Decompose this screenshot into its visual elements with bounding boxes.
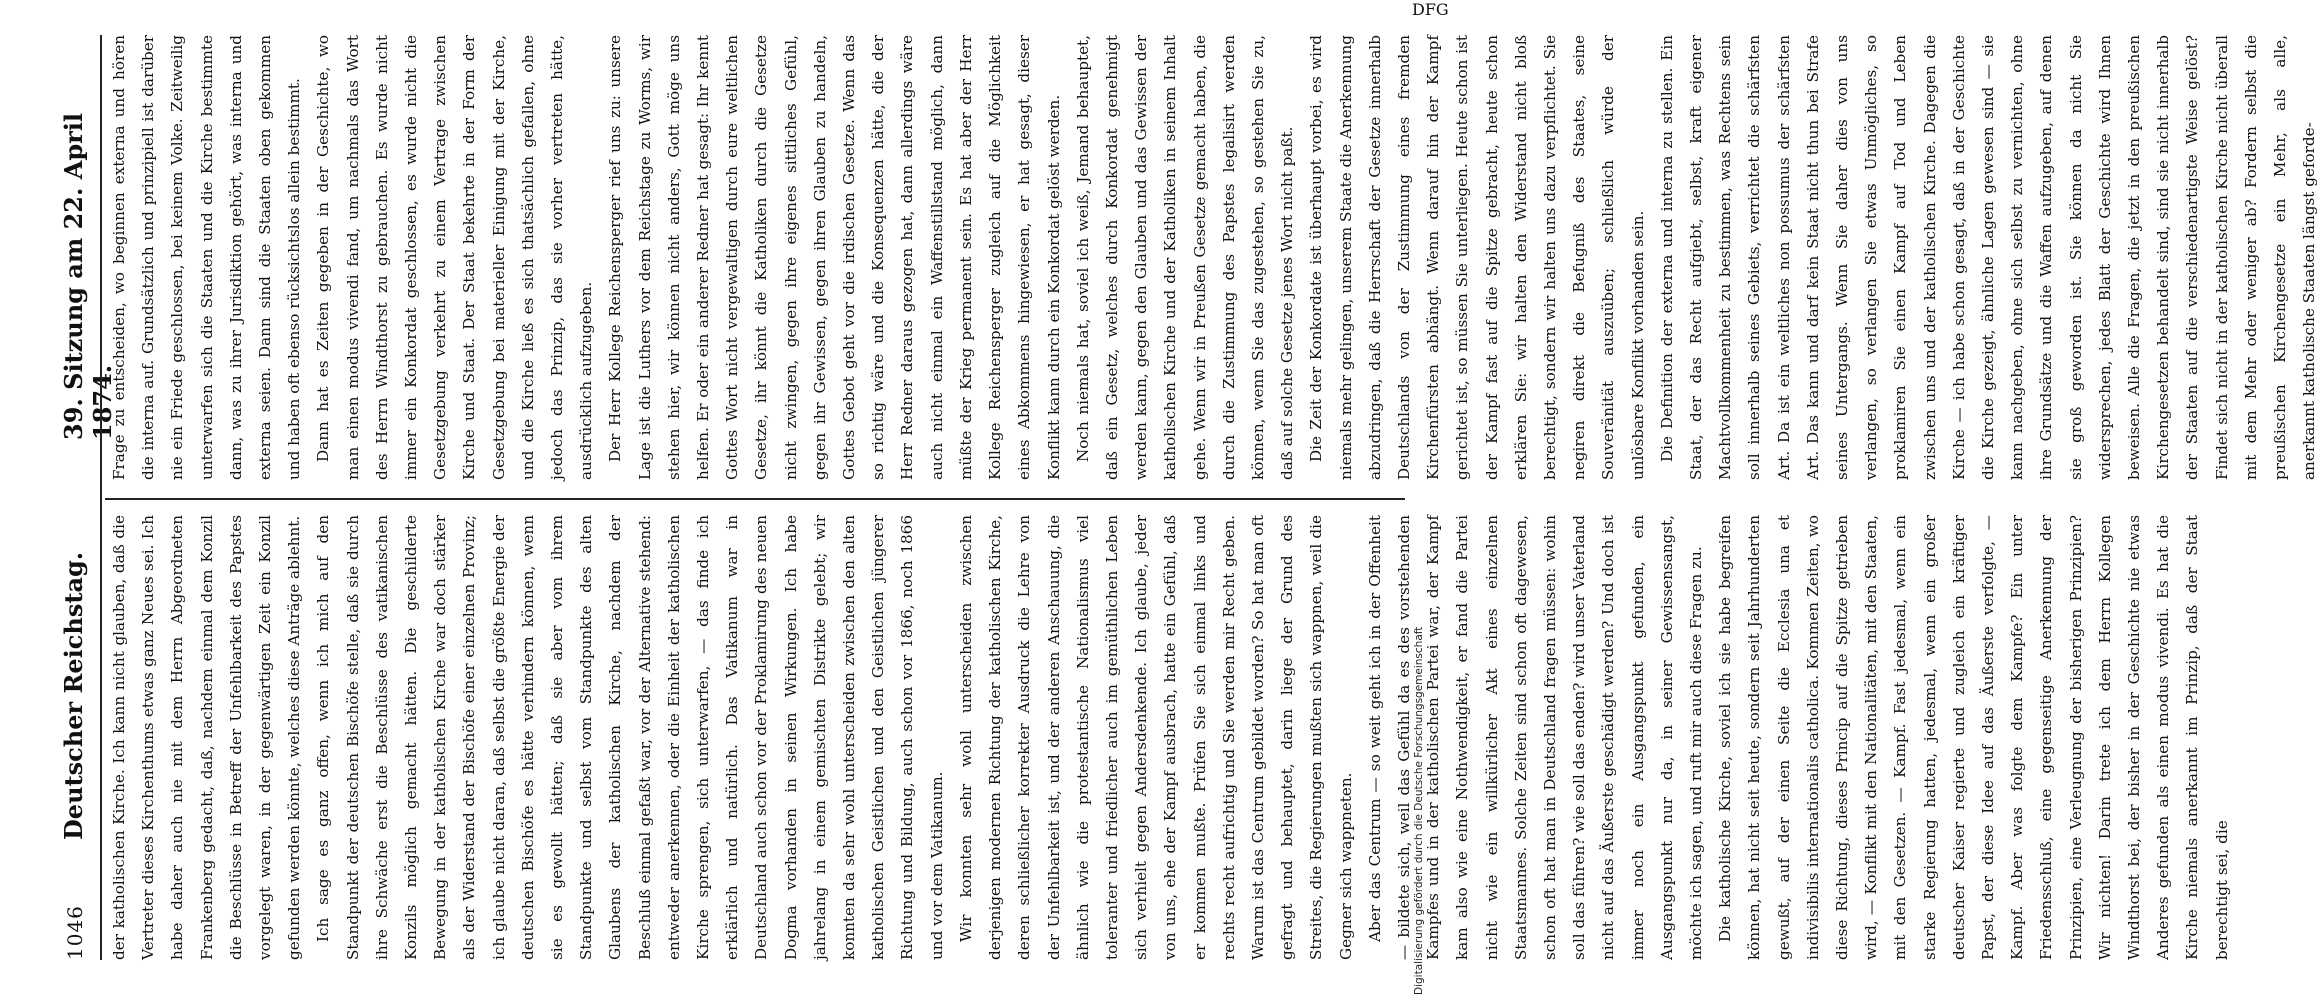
text-column-right [105, 35, 2319, 480]
paragraph: der katholischen Kirche. Ich kann nicht glauben, daß die Vertreter dieses Kirchenthums etwas ganz Neues sei. Ich habe daher auch nie mit dem Herrn Abgeordneten Frankenberg gedacht, daß, nachdem einmal dem Konzil die Beschlüsse in Betreff der Unfehlbarkeit des Papstes vorgelegt waren, in der gegenwärtigen Zeit ein Konzil gefunden werden könnte, welches diese Anträge ablehnt. [110, 515, 304, 960]
header-rule [100, 35, 102, 960]
credit-text: Digitalisierung gefördert durch die Deutsche Forschungsgemeinschaft [1413, 626, 1425, 995]
page-number: 1046 [63, 905, 87, 960]
paragraph: Die katholische Kirche, soviel ich sie habe begreifen können, hat nicht seit heute, sondern seit Jahrhunderten gewußt, auf der einen Seite die Ecclesia una et indivisibilis internationalis catholica. Kommen Zeiten, wo diese Richtung, dieses Princip auf die Spitze getrieben wird, — Konflikt mit den Nationalitäten, mit den Staaten, mit den Gesetzen. — Kampf. Fast jedesmal, wenn ein starke Regierung hatten, jedesmal, wenn ein großer deutscher Kaiser regierte und zugleich ein kräftiger Papst, der diese Idee auf das Äußerste verfolgte, — Kampf. Aber was folgte dem Kampfe? Ein unter Friedensschluß, eine gegenseitige Anerkennung der Prinzipien, eine Verleugnung der bisherigen Prinzipien? Wir nichten! Darin trete ich dem Herrn Kollegen Windthorst bei, der bisher in der Geschichte nie etwas Anderes gefunden als einen modus vivendi. Es hat die Kirche niemals anerkannt im Prinzip, daß der Staat berechtigt sei, die [1716, 515, 2231, 960]
paragraph: Noch niemals hat, soviel ich weiß, Jemand behauptet, daß ein Gesetz, welches durch Konkordat genehmigt werden kann, gegen den Glauben und das Gewissen der katholischen Kirche und der Katholiken in seinem Inhalt gehe. Wenn wir in Preußen Gesetze gemacht haben, die durch die Zustimmung des Papstes legalisirt werden können, wenn Sie das zugestehen, so gestehen Sie zu, daß auf solche Gesetze jenes Wort nicht paßt. [1073, 35, 1297, 480]
paragraph: Ich sage es ganz offen, wenn ich mich auf den Standpunkt der deutschen Bischöfe stelle, daß sie durch ihre Schwäche erst die Beschlüsse des vatikanischen Konzils möglich gemacht hätten. Die geschilderte Bewegung in der katholischen Kirche war doch stärker als der Widerstand der Bischöfe einer einzelnen Provinz; ich glaube nicht daran, daß selbst die größte Energie der deutschen Bischöfe es hätte verhindern können, wenn sie es gewollt hätten; daß sie aber vom ihrem Standpunkte und selbst vom Standpunkte des alten Glaubens der katholischen Kirche, nachdem der Beschluß einmal gefaßt war, vor der Alternative stehend: entweder anerkennen, oder die Einheit der katholischen Kirche sprengen, sich unterwarfen, — das finde ich erklärlich und natürlich. Das Vatikanum war in Deutschland auch schon vor der Proklamirung des neuen Dogma vorhanden in seinen Wirkungen. Ich habe jahrelang in einem gemischten Distrikte gelebt; wir konnten da sehr wohl unterscheiden zwischen den alten katholischen Geistlichen und den Geistlichen jüngerer Richtung und Bildung, auch schon vor 1866, noch 1866 und vor dem Vatikanum. [314, 515, 946, 960]
dfg-logo-text: DFG [1412, 0, 1449, 19]
column-divider [105, 498, 1405, 500]
paragraph: Aber das Centrum — so weit geht ich in der Offenheit — bildete sich, weil das Gefühl da es des vorstehenden Kampfes und in der katholischen Partei war, der Kampf kam also wie eine Nothwendigkeit, er fand die Partei nicht wie ein willkürlicher Akt eines einzelnen Staatsmannes. Solche Zeiten sind schon oft dagewesen, schon oft hat man in Deutschland fragen müssen: wohin soll das führen? wie soll das enden? wird unser Vaterland nicht auf das Äußerste geschädigt werden? Und doch ist immer noch ein Ausgangspunkt gefunden, ein Ausgangspunkt nur da, in seiner Gewissensangst, möchte ich sagen, und ruft mir auch diese Fragen zu. [1365, 515, 1705, 960]
paragraph: Die Definition der externa und interna zu stellen. Ein Staat, der das Recht aufgiebt, selbst, kraft eigener Machtvollkommenheit zu bestimmen, was Rechtens sein soll innerhalb seines Gebiets, verrichtet die schärfsten Art. Da ist ein weltliches non possumus der schärfsten Art. Das kann und darf kein Staat nicht thun bei Strafe seines Untergangs. Wenn Sie daher dies von uns verlangen, so verlangen Sie etwas Unmögliches, so proklamiren Sie einen Kampf auf Tod und Leben zwischen uns und der katholischen Kirche. Dagegen die Kirche — ich habe schon gesagt, daß in der Geschichte die Kirche gezeigt, ähnliche Lagen gewesen sind — sie kann nachgeben, ohne sich selbst zu vernichten, ohne ihre Grundsätze und die Waffen aufzugeben, auf denen sie groß geworden ist. Sie können da nicht Sie widersprechen, jedes Blatt der Geschichte wird Ihnen beweisen. Alle die Fragen, die jetzt in den preußischen Kirchengesetzen behandelt sind, sind sie nicht innerhalb der Staaten auf die verschiedenartigste Weise gelöst? Findet sich nicht in der katholischen Kirche nicht überall mit dem Mehr oder weniger ab? Fordern selbst die preußischen Kirchengesetze ein Mehr, als alle, anerkannt katholische Staaten längst geforde- [1657, 35, 2319, 480]
page-header [55, 35, 117, 960]
publication-title: Deutscher Reichstag. [59, 551, 88, 840]
dfg-logo [1412, 0, 1449, 1000]
text-column-left [105, 515, 2231, 960]
paragraph: Frage zu entscheiden, wo beginnen externa und hören die interna auf. Grundsätzlich und prinzipiell ist darüber nie ein Friede geschlossen, bei keinem Volke. Zeitweilig unterwarfen sich die Staaten und die Kirche bestimmte dann, was zu ihrer Jurisdiktion gehört, was interna und externa seien. Dann sind die Staaten oben gekommen und haben oft ebenso rücksichtslos allein bestimmt. [110, 35, 304, 480]
paragraph: Dann hat es Zeiten gegeben in der Geschichte, wo man einen modus vivendi fand, um nachmals das Wort des Herrn Windthorst zu gebrauchen. Es wurde nicht immer ein Konkordat geschlossen, es wurde nicht die Gesetzgebung verkehrt zu einem Vertrage zwischen Kirche und Staat. Der Staat bekehrte in der Form der Gesetzgebung bei materieller Einigung mit der Kirche, und die Kirche ließ es sich thatsächlich gefallen, ohne jedoch das Prinzip, das sie vorher vertreten hätte, ausdrücklich aufzugeben. [314, 35, 596, 480]
session-title: 39. Sitzung am 22. April 1874. [59, 113, 117, 440]
paragraph: Der Herr Kollege Reichensperger rief uns zu: unsere Lage ist die Luthers vor dem Reichstage zu Worms, wir stehen hier, wir können nicht anders, Gott möge uns helfen. Er oder ein anderer Redner hat gesagt: Ihr kennt Gottes Wort nicht vergewaltigen durch eure weltlichen Gesetze, ihr könnt die Katholiken durch die Gesetze nicht zwingen, gegen ihre eigenes sittliches Gefühl, gegen ihr Gewissen, gegen ihren Glauben zu handeln, Gottes Gebot geht vor die irdischen Gesetze. Wenn das so richtig wäre und die Konsequenzen hätte, die der Herr Redner daraus gezogen hat, dann allerdings wäre auch nicht einmal ein Waffenstillstand möglich, dann müßte der Krieg permanent sein. Es hat aber der Herr Kollege Reichensperger zugleich auf die Möglichkeit eines Abkommens hingewiesen, er hat gesagt, dieser Konflikt kann durch ein Konkordat gelöst werden. [606, 35, 1063, 480]
paragraph: Wir konnten sehr wohl unterscheiden zwischen derjenigen modernen Richtung der katholischen Kirche, deren schließlicher korrekter Ausdruck die Lehre von der Unfehlbarkeit ist, und der anderen Anschauung, die ähnlich wie die protestantische Nationalismus viel toleranter und friedlicher auch im gemüthlichen Leben sich verhielt gegen Andersdenkende. Ich glaube, jeder von uns, ehe der Kampf ausbrach, hatte ein Gefühl, daß er kommen mußte. Prüfen Sie sich einmal links und rechts recht aufrichtig und Sie werden mir Recht geben. Warum ist das Centrum gebildet worden? So hat man oft gefragt und behauptet, darin liege der Grund des Streites, die Regierungen mußten sich wappnen, weil die Gegner sich wappneten. [956, 515, 1355, 960]
paragraph: Die Zeit der Konkordate ist überhaupt vorbei, es wird niemals mehr gelingen, unserem Staate die Anerkennung abzudringen, daß die Herrschaft der Gesetze innerhalb Deutschlands von der Zustimmung eines fremden Kirchenfürsten abhängt. Wenn darauf hin der Kampf gerichtet ist, so müssen Sie unterliegen. Heute schon ist der Kampf fast auf die Spitze gebracht, heute schon erklären Sie: wir halten den Widerstand nicht bloß berechtigt, sondern wir halten uns dazu verpflichtet. Sie negiren direkt die Befugniß des Staates, seine Souveränität auszuüben; schließlich würde der unlösbare Konflikt vorhanden sein. [1307, 35, 1647, 480]
